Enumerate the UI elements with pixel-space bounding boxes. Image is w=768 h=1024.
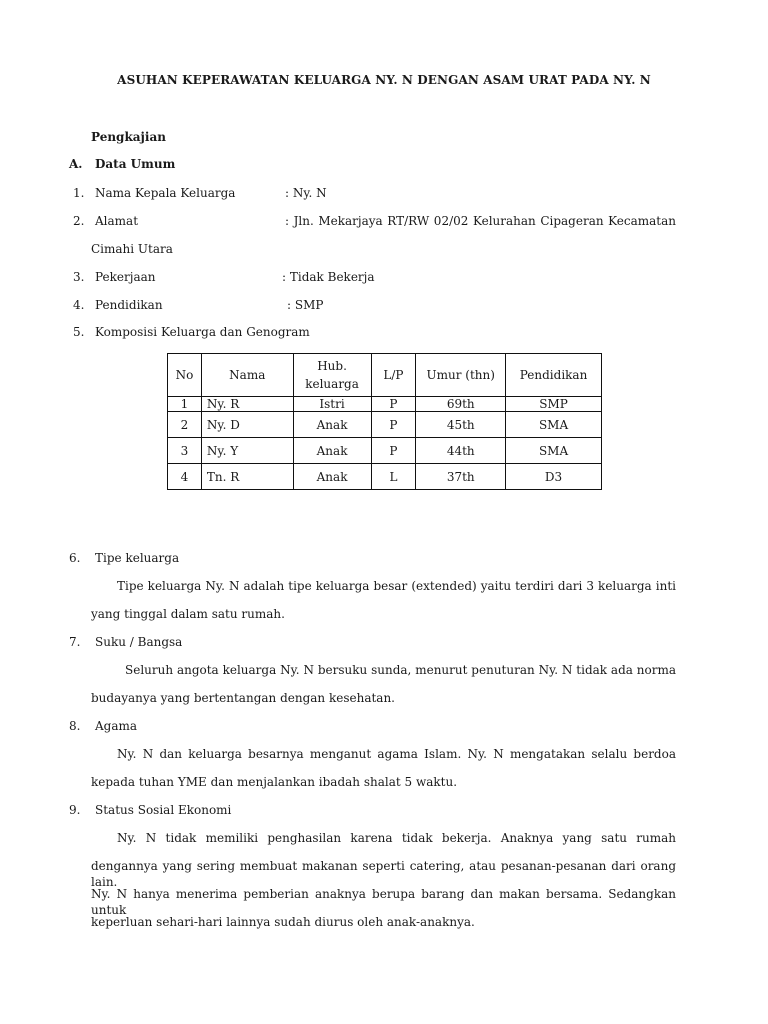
paragraph-line: Ny. N dan keluarga besarnya menganut agama Islam. Ny. N mengatakan selalu berdoa [117, 747, 676, 761]
table-cell: Ny. Y [201, 438, 293, 464]
document-title: ASUHAN KEPERAWATAN KELUARGA NY. N DENGAN ASAM URAT PADA NY. N [117, 73, 651, 87]
table-cell: 2 [168, 412, 202, 438]
item-label-alamat: Alamat [95, 214, 139, 228]
item-label-komposisi-keluarga: Komposisi Keluarga dan Genogram [95, 325, 310, 339]
paragraph-line: Ny. N tidak memiliki penghasilan karena tidak bekerja. Anaknya yang satu rumah [117, 831, 676, 845]
paragraph-line: dengannya yang sering membuat makanan seperti catering, atau pesanan-pesanan dari orang lain. [91, 859, 676, 889]
table-cell: Anak [293, 412, 371, 438]
table-cell: Anak [293, 438, 371, 464]
item-number: 1. [73, 186, 85, 200]
table-cell: P [371, 397, 416, 412]
item-value-pekerjaan: : Tidak Bekerja [282, 270, 375, 284]
section-title-agama: Agama [95, 719, 138, 733]
item-label-pendidikan: Pendidikan [95, 298, 163, 312]
table-row [168, 438, 602, 464]
table-cell: 69th [416, 397, 506, 412]
table-cell: D3 [506, 464, 602, 490]
section-number: 7. [69, 635, 81, 649]
table-cell: SMA [506, 438, 602, 464]
table-cell: L [371, 464, 416, 490]
table-header-cell: Hub. keluarga [293, 354, 371, 397]
table-cell: P [371, 412, 416, 438]
section-title-suku-bangsa: Suku / Bangsa [95, 635, 183, 649]
table-row [168, 464, 602, 490]
table-cell: Tn. R [201, 464, 293, 490]
paragraph-line: budayanya yang bertentangan dengan kesehatan. [91, 691, 395, 705]
item-number: 5. [73, 325, 85, 339]
table-cell: 45th [416, 412, 506, 438]
section-heading-pengkajian: Pengkajian [91, 130, 166, 144]
section-title-status-sosial-ekonomi: Status Sosial Ekonomi [95, 803, 232, 817]
table-cell: 44th [416, 438, 506, 464]
family-composition-table [167, 353, 602, 490]
paragraph-line: Ny. N hanya menerima pemberian anaknya berupa barang dan makan bersama. Sedangkan untuk [91, 887, 676, 917]
table-row [168, 412, 602, 438]
section-number: 9. [69, 803, 81, 817]
table-cell: Anak [293, 464, 371, 490]
table-cell: Ny. D [201, 412, 293, 438]
table-cell: 37th [416, 464, 506, 490]
table-cell: Istri [293, 397, 371, 412]
table-header-cell: Pendidikan [506, 354, 602, 397]
section-title-tipe-keluarga: Tipe keluarga [95, 551, 180, 565]
item-value-nama-kepala-keluarga: : Ny. N [285, 186, 327, 200]
paragraph-line: Tipe keluarga Ny. N adalah tipe keluarga besar (extended) yaitu terdiri dari 3 keluarga inti [117, 579, 676, 593]
paragraph-line: keperluan sehari-hari lainnya sudah diurus oleh anak-anaknya. [91, 915, 475, 929]
table-header-cell: Nama [201, 354, 293, 397]
table-cell: P [371, 438, 416, 464]
section-number: 8. [69, 719, 81, 733]
item-value-alamat-continuation: Cimahi Utara [91, 242, 173, 256]
item-number: 2. [73, 214, 85, 228]
table-cell: SMP [506, 397, 602, 412]
table-cell: Ny. R [201, 397, 293, 412]
table-cell: 1 [168, 397, 202, 412]
table-cell: SMA [506, 412, 602, 438]
subsection-title-data-umum: Data Umum [95, 157, 176, 171]
table-header-cell: Umur (thn) [416, 354, 506, 397]
table-cell: 3 [168, 438, 202, 464]
paragraph-line: Seluruh angota keluarga Ny. N bersuku sunda, menurut penuturan Ny. N tidak ada norma [125, 663, 676, 677]
item-value-alamat: : Jln. Mekarjaya RT/RW 02/02 Kelurahan Cipageran Kecamatan [285, 214, 676, 228]
paragraph-line: yang tinggal dalam satu rumah. [91, 607, 285, 621]
item-label-pekerjaan: Pekerjaan [95, 270, 156, 284]
subsection-label: A. [69, 157, 83, 171]
item-number: 4. [73, 298, 85, 312]
section-number: 6. [69, 551, 81, 565]
table-header-cell: L/P [371, 354, 416, 397]
item-number: 3. [73, 270, 85, 284]
paragraph-line: kepada tuhan YME dan menjalankan ibadah shalat 5 waktu. [91, 775, 458, 789]
item-label-nama-kepala-keluarga: Nama Kepala Keluarga [95, 186, 236, 200]
table-header-cell: No [168, 354, 202, 397]
item-value-pendidikan: : SMP [287, 298, 324, 312]
table-header-row [168, 354, 602, 397]
table-row [168, 397, 602, 412]
table-cell: 4 [168, 464, 202, 490]
